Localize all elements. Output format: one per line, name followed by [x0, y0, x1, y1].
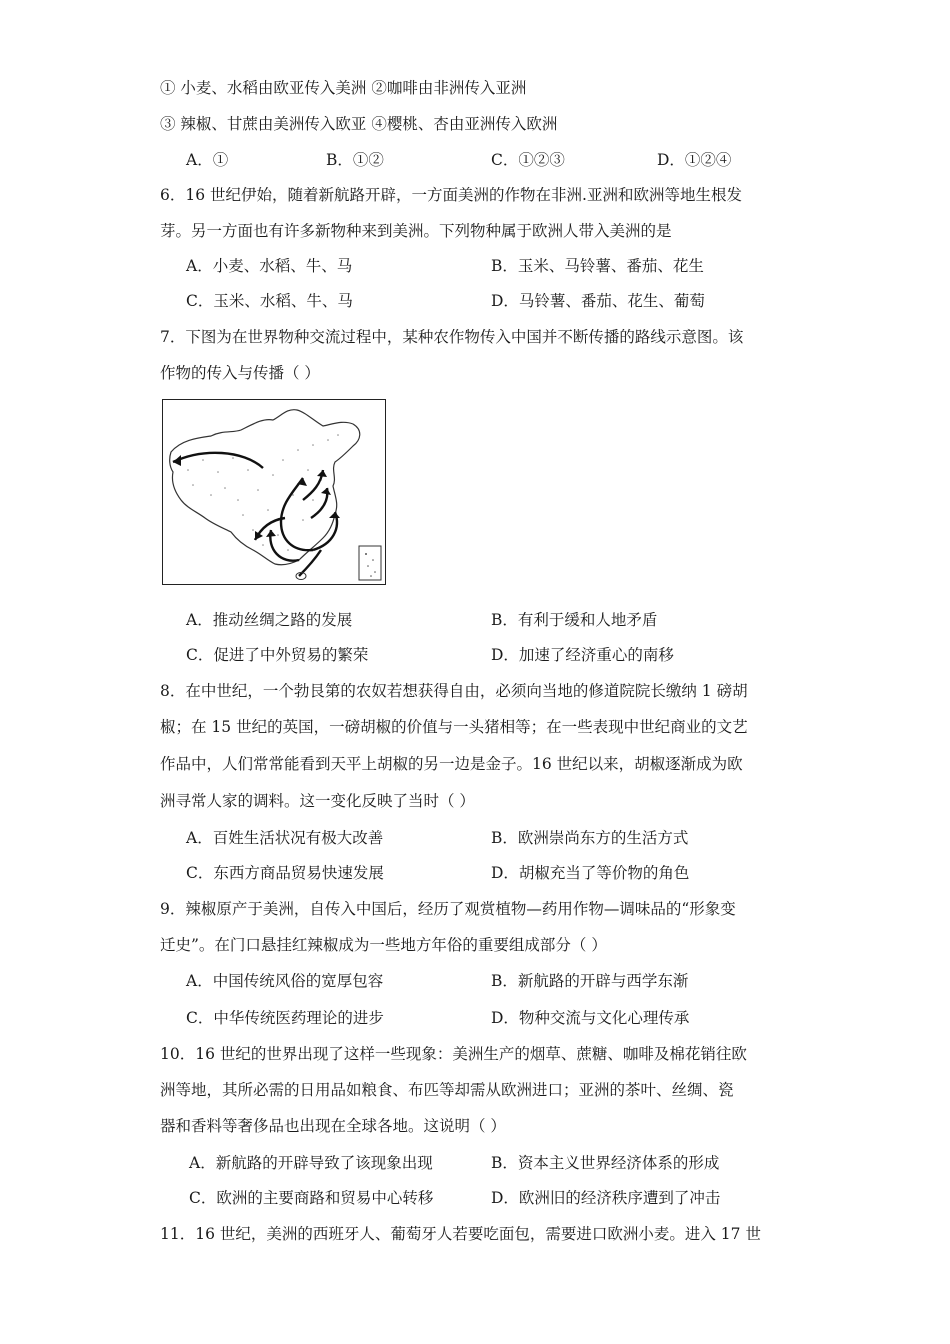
q10-option-c[interactable]: C．欧洲的主要商路和贸易中心转移 — [189, 1189, 434, 1207]
spread-route-arrows — [173, 453, 337, 576]
q10-stem-line-3: 器和香料等奢侈品也出现在全球各地。这说明（ ） — [160, 1117, 506, 1135]
china-crop-spread-map — [162, 399, 386, 585]
q7-option-c[interactable]: C．促进了中外贸易的繁荣 — [186, 646, 369, 664]
q5-item-line-2: ③ 辣椒、甘蔗由美洲传入欧亚 ④樱桃、杏由亚洲传入欧洲 — [160, 115, 558, 133]
q11-stem-line-1: 11．16 世纪，美洲的西班牙人、葡萄牙人若要吃面包，需要进口欧洲小麦。进入 17 世 — [160, 1225, 761, 1243]
q6-option-c[interactable]: C．玉米、水稻、牛、马 — [186, 292, 353, 310]
q6-option-b[interactable]: B．玉米、马铃薯、番茄、花生 — [491, 257, 704, 275]
q8-option-d[interactable]: D．胡椒充当了等价物的角色 — [491, 864, 690, 882]
q5-option-d[interactable]: D．①②④ — [657, 151, 732, 169]
q9-option-d[interactable]: D．物种交流与文化心理传承 — [491, 1009, 690, 1027]
q9-option-c[interactable]: C．中华传统医药理论的进步 — [186, 1009, 384, 1027]
china-map-illustration — [163, 400, 384, 583]
q8-stem-line-2: 椒；在 15 世纪的英国，一磅胡椒的价值与一头猪相等；在一些表现中世纪商业的文艺 — [160, 718, 748, 736]
q9-stem-line-2: 迁史”。在门口悬挂红辣椒成为一些地方年俗的重要组成部分（ ） — [160, 936, 607, 954]
q6-stem-line-2: 芽。另一方面也有许多新物种来到美洲。下列物种属于欧洲人带入美洲的是 — [160, 222, 672, 240]
q8-stem-line-4: 洲寻常人家的调料。这一变化反映了当时（ ） — [160, 792, 475, 810]
q9-option-b[interactable]: B．新航路的开辟与西学东渐 — [491, 972, 689, 990]
q7-stem-line-2: 作物的传入与传播（ ） — [160, 364, 320, 382]
q8-stem-line-1: 8．在中世纪，一个勃艮第的农奴若想获得自由，必须向当地的修道院院长缴纳 1 磅胡 — [160, 682, 748, 700]
q6-option-d[interactable]: D．马铃薯、番茄、花生、葡萄 — [491, 292, 705, 310]
q7-option-b[interactable]: B．有利于缓和人地矛盾 — [491, 611, 658, 629]
q7-option-d[interactable]: D．加速了经济重心的南移 — [491, 646, 674, 664]
q5-option-a[interactable]: A．① — [186, 151, 229, 169]
q8-stem-line-3: 作品中，人们常常能看到天平上胡椒的另一边是金子。16 世纪以来，胡椒逐渐成为欧 — [160, 755, 743, 773]
q7-option-a[interactable]: A．推动丝绸之路的发展 — [186, 611, 353, 629]
q7-stem-line-1: 7．下图为在世界物种交流过程中，某种农作物传入中国并不断传播的路线示意图。该 — [160, 328, 744, 346]
q9-stem-line-1: 9．辣椒原产于美洲，自传入中国后，经历了观赏植物—药用作物—调味品的“形象变 — [160, 900, 736, 918]
q5-option-c[interactable]: C．①②③ — [491, 151, 565, 169]
q10-option-a[interactable]: A．新航路的开辟导致了该现象出现 — [189, 1154, 433, 1172]
q8-option-c[interactable]: C．东西方商品贸易快速发展 — [186, 864, 384, 882]
map-texture — [187, 434, 339, 551]
q10-option-d[interactable]: D．欧洲旧的经济秩序遭到了冲击 — [491, 1189, 721, 1207]
q8-option-b[interactable]: B．欧洲崇尚东方的生活方式 — [491, 829, 689, 847]
q6-option-a[interactable]: A．小麦、水稻、牛、马 — [186, 257, 353, 275]
q9-option-a[interactable]: A．中国传统风俗的宽厚包容 — [186, 972, 384, 990]
q10-stem-line-2: 洲等地，其所必需的日用品如粮食、布匹等却需从欧洲进口；亚洲的茶叶、丝绸、瓷 — [160, 1081, 734, 1099]
q5-option-b[interactable]: B．①② — [326, 151, 384, 169]
q6-stem-line-1: 6．16 世纪伊始，随着新航路开辟，一方面美洲的作物在非洲.亚洲和欧洲等地生根发 — [160, 186, 742, 204]
china-outline — [170, 410, 360, 565]
q10-option-b[interactable]: B．资本主义世界经济体系的形成 — [491, 1154, 720, 1172]
arrow-heads — [173, 455, 340, 540]
q5-item-line-1: ① 小麦、水稻由欧亚传入美洲 ②咖啡由非洲传入亚洲 — [160, 79, 527, 97]
q10-stem-line-1: 10．16 世纪的世界出现了这样一些现象：美洲生产的烟草、蔗糖、咖啡及棉花销往欧 — [160, 1045, 747, 1063]
south-china-sea-inset — [359, 546, 381, 580]
q8-option-a[interactable]: A．百姓生活状况有极大改善 — [186, 829, 384, 847]
